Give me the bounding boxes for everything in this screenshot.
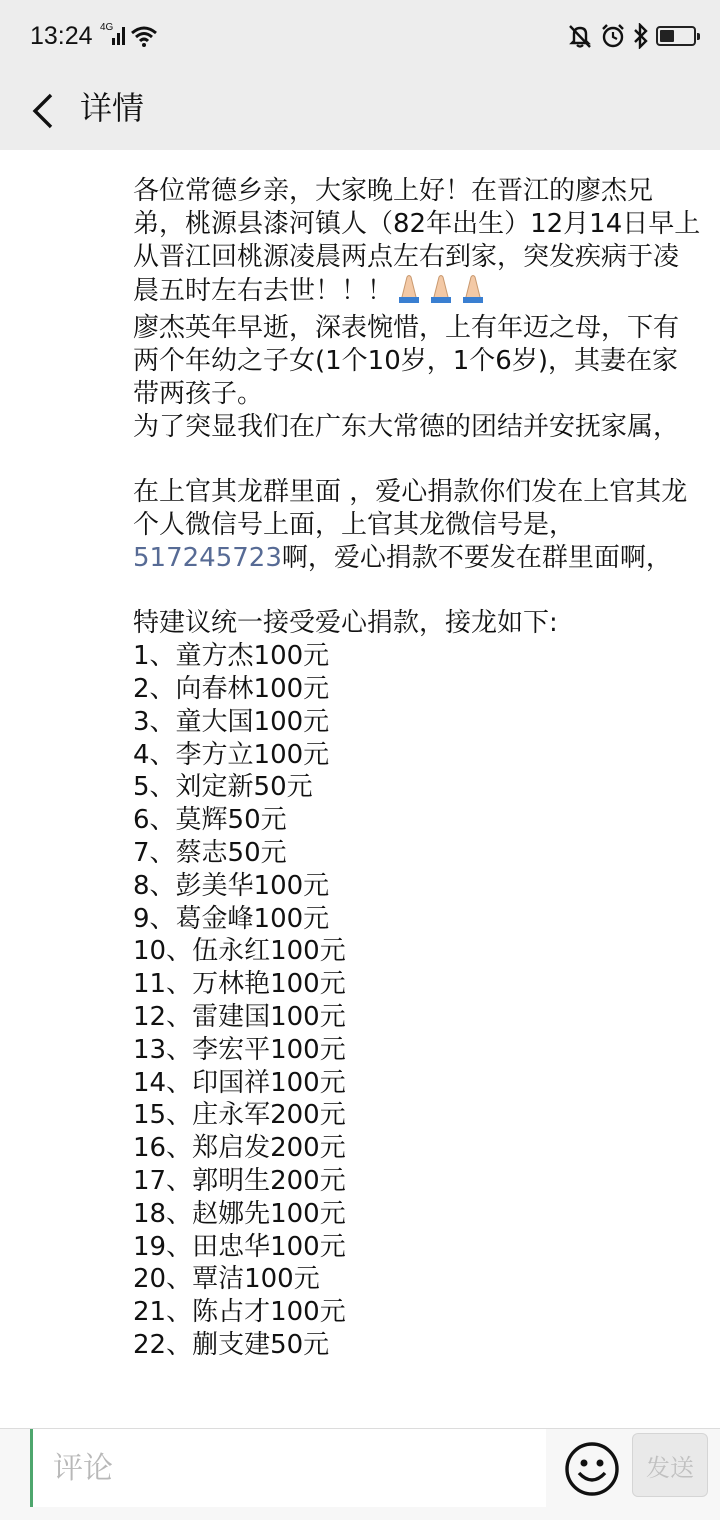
donation-item: 14、印国祥100元: [133, 1067, 346, 1098]
donation-item: 3、童大国100元: [133, 706, 330, 737]
back-button[interactable]: [18, 82, 66, 140]
folded-hands-icon: [393, 273, 489, 312]
status-icons-right: [566, 22, 696, 50]
alarm-icon: [600, 23, 626, 49]
status-time: 13:24: [30, 22, 93, 50]
donation-item: 18、赵娜先100元: [133, 1198, 346, 1229]
message-paragraph-4: [133, 476, 703, 574]
post-message: [133, 175, 703, 1362]
list-intro: 特建议统一接受爱心捐款，接龙如下:: [133, 608, 558, 639]
message-paragraph-2: 廖杰英年早逝，深表惋惜，上有年迈之母，下有两个年幼之子女(1个10岁，1个6岁)，其妻在家带两孩子。: [133, 313, 680, 409]
status-bar: [0, 0, 720, 72]
donation-item: 2、向春林100元: [133, 673, 330, 704]
donation-item: 16、郑启发200元: [133, 1133, 346, 1164]
message-paragraph-3: 为了突显我们在广东大常德的团结并安抚家属，: [133, 411, 680, 442]
chevron-left-icon: [29, 91, 55, 131]
paragraph-1-text: 各位常德乡亲，大家晚上好！在晋江的廖杰兄弟，桃源县漆河镇人（82年出生）12月14日早上从晋江回桃源凌晨两点左右到家，突发疾病于凌晨五时左右去世！！！: [133, 176, 701, 307]
top-nav-bar: [0, 72, 720, 150]
battery-icon: [656, 26, 696, 46]
signal-icon: [100, 24, 126, 46]
bluetooth-icon: [632, 23, 650, 49]
emoji-button[interactable]: [564, 1441, 620, 1497]
donation-item: 9、葛金峰100元: [133, 903, 330, 934]
donation-item: 20、覃洁100元: [133, 1264, 320, 1295]
comment-bar: [0, 1428, 720, 1520]
donation-item: 10、伍永红100元: [133, 936, 346, 967]
donation-item: 4、李方立100元: [133, 739, 330, 770]
donation-item: 1、童方杰100元: [133, 641, 330, 672]
message-paragraph-1: [133, 175, 703, 312]
send-button[interactable]: 发送: [632, 1433, 708, 1497]
mute-vibrate-icon: [566, 23, 594, 49]
paragraph-4-text-a: 在上官其龙群里面 ，爱心捐款你们发在上官其龙个人微信号上面，上官其龙微信号是，: [133, 477, 688, 540]
battery-level: [660, 30, 674, 42]
smiley-face-icon: [564, 1441, 620, 1497]
donation-item: 19、田忠华100元: [133, 1231, 346, 1262]
donation-list: [133, 640, 703, 1362]
donation-item: 7、蔡志50元: [133, 837, 287, 868]
wifi-icon: [130, 25, 158, 47]
wechat-id-link[interactable]: 517245723: [133, 542, 282, 573]
blank-line: [133, 443, 703, 476]
comment-input[interactable]: [30, 1429, 546, 1507]
network-type-label: 4G: [100, 22, 114, 33]
paragraph-4-text-b: 啊，爱心捐款不要发在群里面啊，: [281, 542, 672, 573]
donation-item: 15、庄永军200元: [133, 1100, 346, 1131]
donation-item: 12、雷建国100元: [133, 1001, 346, 1032]
donation-item: 11、万林艳100元: [133, 969, 346, 1000]
donation-item: 17、郭明生200元: [133, 1165, 346, 1196]
donation-item: 6、莫辉50元: [133, 805, 287, 836]
page-title: 详情: [80, 89, 145, 127]
donation-item: 22、蒯支建50元: [133, 1329, 330, 1360]
donation-item: 21、陈占才100元: [133, 1297, 346, 1328]
blank-line: [133, 575, 703, 608]
donation-item: 8、彭美华100元: [133, 870, 330, 901]
donation-item: 13、李宏平100元: [133, 1034, 346, 1065]
donation-item: 5、刘定新50元: [133, 772, 313, 803]
detail-content[interactable]: [0, 150, 720, 1428]
